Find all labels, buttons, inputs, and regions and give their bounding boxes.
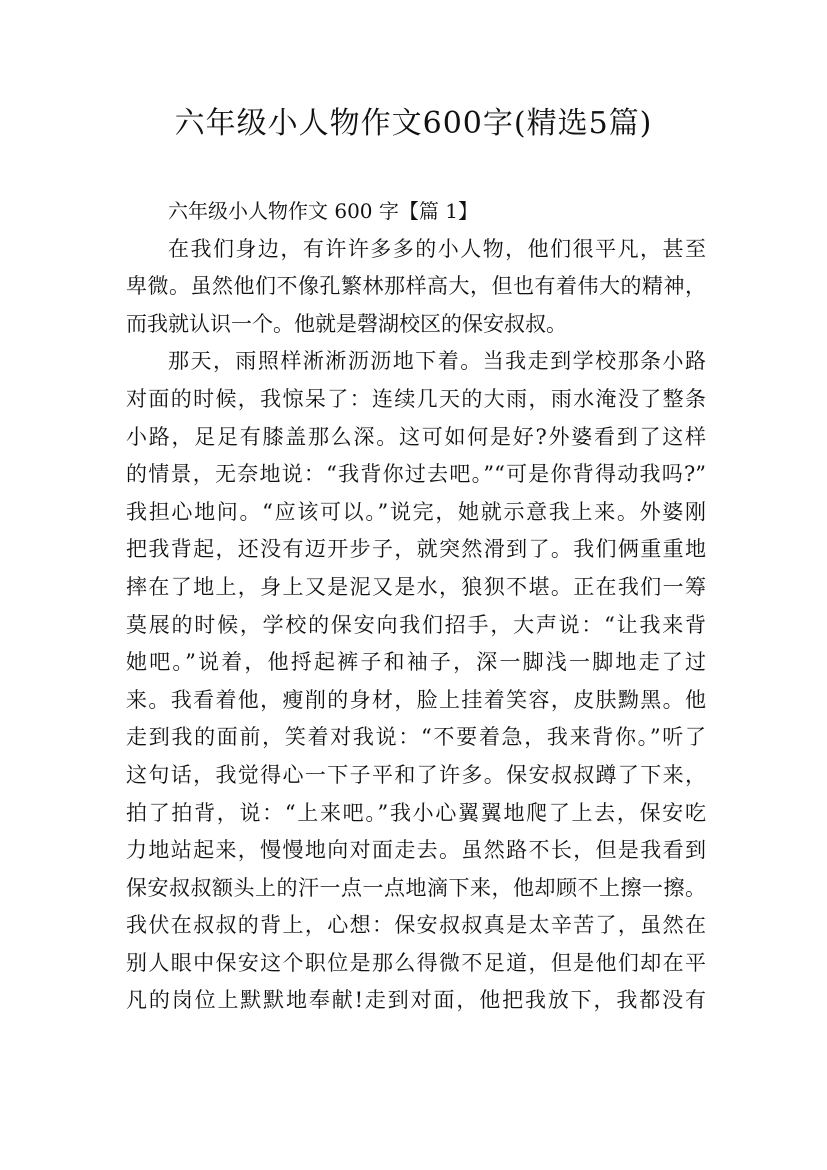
paragraph-line: 凡的岗位上默默地奉献!走到对面，他把我放下，我都没有 (126, 988, 706, 1013)
paragraph-line: 这句话，我觉得心一下子平和了许多。保安叔叔蹲了下来， (126, 762, 706, 787)
paragraph-line: 我担心地问。“应该可以。”说完，她就示意我上来。外婆刚 (126, 499, 706, 524)
paragraph-line: 小路，足足有膝盖那么深。这可如何是好?外婆看到了这样 (126, 424, 706, 449)
paragraph-line: 保安叔叔额头上的汗一点一点地滴下来，他却顾不上擦一擦。 (126, 875, 706, 900)
section-heading: 六年级小人物作文 600 字【篇 1】 (168, 199, 478, 223)
paragraph-1 (126, 231, 706, 344)
paragraph-line: 把我背起，还没有迈开步子，就突然滑到了。我们俩重重地 (126, 537, 706, 562)
paragraph-line: 拍了拍背，说：“上来吧。”我小心翼翼地爬了上去，保安吃 (126, 800, 706, 825)
paragraph-line: 我伏在叔叔的背上，心想：保安叔叔真是太辛苦了，虽然在 (126, 913, 706, 938)
article-body (126, 193, 706, 1020)
paragraph-line: 她吧。”说着，他捋起裤子和袖子，深一脚浅一脚地走了过 (126, 650, 706, 675)
paragraph-line: 那天，雨照样淅淅沥沥地下着。当我走到学校那条小路 (168, 349, 706, 374)
paragraph-line: 来。我看着他，瘦削的身材，脸上挂着笑容，皮肤黝黑。他 (126, 687, 706, 712)
paragraph-line: 摔在了地上，身上又是泥又是水，狼狈不堪。正在我们一筹 (126, 574, 706, 599)
paragraph-2 (126, 343, 706, 1020)
paragraph-line: 对面的时候，我惊呆了：连续几天的大雨，雨水淹没了整条 (126, 386, 706, 411)
paragraph-line: 走到我的面前，笑着对我说：“不要着急，我来背你。”听了 (126, 725, 706, 750)
paragraph-line: 卑微。虽然他们不像孔繁林那样高大，但也有着伟大的精神， (126, 274, 706, 299)
paragraph-line: 的情景，无奈地说：“我背你过去吧。”“可是你背得动我吗?” (126, 462, 706, 487)
paragraph-line: 别人眼中保安这个职位是那么得微不足道，但是他们却在平 (126, 950, 706, 975)
paragraph-line: 在我们身边，有许许多多的小人物，他们很平凡，甚至 (168, 236, 706, 261)
document-title: 六年级小人物作文600字(精选5篇) (174, 106, 653, 141)
paragraph-line: 而我就认识一个。他就是磬湖校区的保安叔叔。 (126, 311, 567, 336)
paragraph-line: 莫展的时候，学校的保安向我们招手，大声说：“让我来背 (126, 612, 706, 637)
paragraph-line: 力地站起来，慢慢地向对面走去。虽然路不长，但是我看到 (126, 838, 706, 863)
